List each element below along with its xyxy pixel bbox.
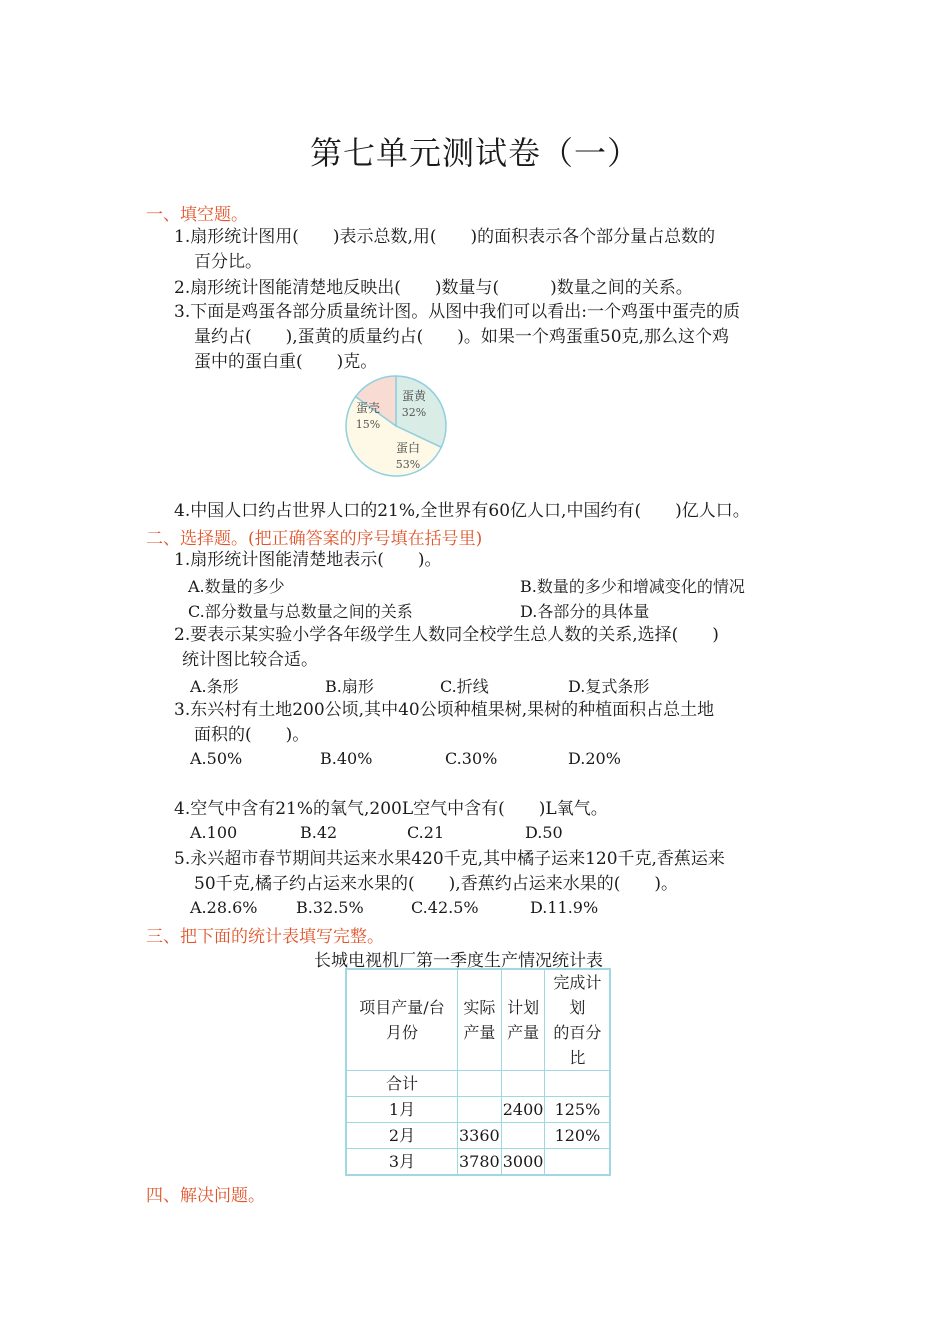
header-planned-line1: 计划 [507,998,540,1017]
actual-cell [458,1097,502,1123]
choice-q5-line1: 5.永兴超市春节期间共运来水果420千克,其中橘子运来120千克,香蕉运来 [174,849,725,869]
header-item-month [346,969,458,1071]
header-month-label: 月份 [385,1023,418,1042]
rate-cell [545,1071,611,1097]
actual-cell: 3780 [458,1149,502,1176]
choice-q1-option-a: A.数量的多少 [188,577,285,596]
table-row [346,1097,610,1123]
choice-q4-option-a: A.100 [190,823,238,842]
header-actual-line2: 产量 [463,1023,496,1042]
actual-cell: 3360 [458,1123,502,1149]
pie-slice-label: 蛋黄 [401,389,427,403]
planned-cell: 3000 [501,1149,545,1176]
section-table: 三、把下面的统计表填写完整。 [146,927,384,947]
header-rate-line3: 的百分 [553,1023,602,1042]
pie-slice-label: 蛋壳 [355,401,381,415]
rate-cell: 120% [545,1123,611,1149]
fill-q2: 2.扇形统计图能清楚地反映出( )数量与( )数量之间的关系。 [174,278,693,298]
choice-q3-option-b: B.40% [320,749,373,768]
pie-slice-label: 蛋白 [395,441,421,455]
section-fill-blank: 一、填空题。 [146,205,248,225]
table-row [346,1149,610,1176]
choice-q2-option-b: B.扇形 [325,677,374,696]
choice-q5-line2: 50千克,橘子约占运来水果的( ),香蕉约占运来水果的( )。 [194,874,678,894]
header-actual [458,969,502,1071]
choice-q1-option-b: B.数量的多少和增减变化的情况 [520,577,745,596]
header-planned-line2: 产量 [507,1023,540,1042]
choice-q4-option-b: B.42 [300,823,338,842]
choice-q5-option-a: A.28.6% [190,898,258,917]
fill-q3-line1: 3.下面是鸡蛋各部分质量统计图。从图中我们可以看出:一个鸡蛋中蛋壳的质 [174,302,740,322]
choice-q4: 4.空气中含有21%的氧气,200L空气中含有( )L氧气。 [174,799,608,819]
header-completion-rate [545,969,611,1071]
section-problems: 四、解决问题。 [146,1186,265,1206]
header-rate-line4: 比 [569,1048,586,1067]
row-label: 1月 [346,1097,458,1123]
choice-q2-line1: 2.要表示某实验小学各年级学生人数同全校学生总人数的关系,选择( ) [174,625,719,645]
table-row [346,1123,610,1149]
fill-q3-line3: 蛋中的蛋白重( )克。 [194,352,378,372]
choice-q3-option-d: D.20% [568,749,621,768]
actual-cell [458,1071,502,1097]
pie-slice-value: 32% [401,406,427,419]
header-actual-line1: 实际 [463,998,496,1017]
row-label: 3月 [346,1149,458,1176]
rate-cell [545,1149,611,1176]
choice-q4-option-c: C.21 [407,823,445,842]
choice-q5-option-c: C.42.5% [411,898,479,917]
page-title: 第七单元测试卷（一） [309,134,640,172]
production-table [345,968,611,1176]
fill-q1-line1: 1.扇形统计图用( )表示总数,用( )的面积表示各个部分量占总数的 [174,227,716,247]
fill-q1-line2: 百分比。 [194,252,262,272]
choice-q5-option-b: B.32.5% [296,898,364,917]
header-planned [501,969,545,1071]
table-row [346,1071,610,1097]
planned-cell: 2400 [501,1097,545,1123]
choice-q3-option-a: A.50% [190,749,243,768]
pie-slice-value: 15% [355,418,381,431]
choice-q2-line2: 统计图比较合适。 [182,650,318,670]
choice-q3-line1: 3.东兴村有土地200公顷,其中40公顷种植果树,果树的种植面积占总土地 [174,700,715,720]
choice-q2-option-c: C.折线 [440,677,489,696]
header-item-label: 项目产量/台 [359,998,445,1017]
pie-slice-value: 53% [395,458,421,471]
choice-q2-option-d: D.复式条形 [568,677,650,696]
choice-q1: 1.扇形统计图能清楚地表示( )。 [174,550,442,570]
choice-q3-option-c: C.30% [445,749,498,768]
choice-q5-option-d: D.11.9% [530,898,599,917]
choice-q3-line2: 面积的( )。 [194,725,310,745]
header-rate-line2: 划 [569,998,586,1017]
choice-q4-option-d: D.50 [525,823,563,842]
table-header-row [346,969,610,1071]
row-label: 合计 [346,1071,458,1097]
rate-cell: 125% [545,1097,611,1123]
choice-q2-option-a: A.条形 [190,677,239,696]
fill-q4: 4.中国人口约占世界人口的21%,全世界有60亿人口,中国约有( )亿人口。 [174,501,750,521]
table-title: 长城电视机厂第一季度生产情况统计表 [314,951,603,971]
header-rate-line1: 完成计 [553,973,602,992]
choice-q1-option-d: D.各部分的具体量 [520,602,650,621]
section-choice: 二、选择题。(把正确答案的序号填在括号里) [146,529,483,549]
row-label: 2月 [346,1123,458,1149]
fill-q3-line2: 量约占( ),蛋黄的质量约占( )。如果一个鸡蛋重50克,那么这个鸡 [194,327,729,347]
choice-q1-option-c: C.部分数量与总数量之间的关系 [188,602,413,621]
egg-pie-chart [340,373,452,479]
planned-cell [501,1123,545,1149]
planned-cell [501,1071,545,1097]
